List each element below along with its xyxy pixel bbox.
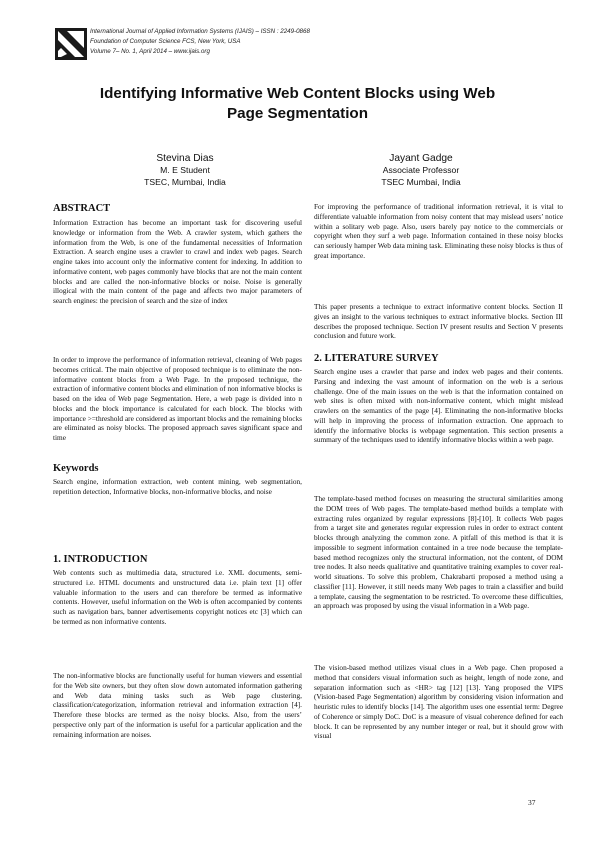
right-text-2: This paper presents a technique to extract informative content blocks. Section II gives an insight to the various techniques to extract informative blocks. Section III describes the proposed technique. Section IV present results and Section V presents conclusion and future work. <box>314 302 563 341</box>
literature-survey-text-1: Search engine uses a crawler that parse and index web pages and their contents. Parsing and indexing the vast amount of information on the web is a serious challenge. One of the main issues on the web is that the information contained on web sites is often mixed with non-informative content, which might mislead crawlers on the semantics of the page [4]. Eliminating the non-informative blocks will help in improving the process of information extraction. One approach to identify the informative blocks is webpage segmentation. This section presents a summary of the techniques used to identify informative blocks within a web page. <box>314 367 563 445</box>
introduction-text-2: The non-informative blocks are functionally useful for human viewers and essential for the Web site owners, but they often slow down automated information gathering and Web data mining tasks such as Web page clustering, classification/categorization, information retrieval and information extraction [4]. Therefore these blocks are termed as the noisy blocks. Also, from the users’ perspective only part of the information is useful for a particular application and the remaining information are noises. <box>53 671 302 739</box>
abstract-heading: ABSTRACT <box>53 203 111 214</box>
journal-header <box>90 27 510 57</box>
journal-line-3: Volume 7– No. 1, April 2014 – www.ijais.org <box>90 48 210 55</box>
abstract-text-2: In order to improve the performance of information retrieval, cleaning of Web pages becomes critical. The main objective of proposed technique is to eliminate the non-informative content blocks from a Web Page. In the proposed technique, the extraction of informative content blocks and elimination of non informative blocks is based on the idea of Web page Segmentation. Here, a web page is divided into n blocks and the block importance is calculated for each block. The blocks with importance >=threshold are considered as important blocks and the remaining blocks are eliminated as noisy blocks. The proposed approach saves significant space and time <box>53 355 302 442</box>
introduction-section <box>53 553 302 627</box>
right-text-1: For improving the performance of traditional information retrieval, it is vital to differentiate valuable information from noisy content that may mislead users’ notice within a solitary web page. Also, users barely pay notice to the commercials or copyright when they surf a web page. Information contained in these noisy blocks can seriously hamper Web data mining task. Eliminating these noisy blocks is thus of great importance. <box>314 202 563 260</box>
author-2 <box>326 152 516 188</box>
right-paragraph-4 <box>314 494 563 611</box>
introduction-paragraph-2 <box>53 671 302 739</box>
literature-survey-text-3: The vision-based method utilizes visual clues in a Web page. Chen proposed a method that considers visual information such as height, length of node zone, and separation information such as <HR> tag [12] [13]. Yang proposed the VIPS (Vision-based Page Segmentation) algorithm by considering vision information and heuristic rules to identify blocks [14]. The algorithm uses one essential term: Degree of Coherence or simply DoC. DoC is a measure of visual coherence defined for each block. It can be represented by any number integer or real, but it should grow with visual <box>314 663 563 741</box>
page-number: 37 <box>528 798 536 807</box>
author-affiliation: TSEC, Mumbai, India <box>144 176 226 187</box>
author-role: M. E Student <box>160 165 210 175</box>
author-name: Stevina Dias <box>156 153 214 164</box>
literature-survey-heading: 2. LITERATURE SURVEY <box>314 353 439 364</box>
paper-title <box>40 84 555 124</box>
right-paragraph-1 <box>314 202 563 261</box>
paper-title-line-1: Identifying Informative Web Content Blocks using Web <box>99 85 496 102</box>
author-affiliation: TSEC Mumbai, India <box>381 176 461 187</box>
literature-survey-section <box>314 352 563 445</box>
introduction-heading: 1. INTRODUCTION <box>53 554 148 565</box>
abstract-paragraph-1 <box>53 218 302 306</box>
abstract-text-1: Information Extraction has become an important task for discovering useful knowledge or information from the Web. A crawler system, which gathers the information from the Web, is one of the fundamental necessities of Information Extraction. A search engine uses a crawler to crawl and index web pages. Search engine takes into account only the informative content for indexing. In addition to informative content, web pages commonly have blocks that are not the main content blocks and are called the non-informative blocks or noise. Noise is generally illogical with the main content of the page and affects two major parameters of search engines: the precision of search and the size of index <box>53 218 302 305</box>
abstract-paragraph-2 <box>53 355 302 443</box>
journal-line-2: Foundation of Computer Science FCS, New York, USA <box>90 38 241 45</box>
author-name: Jayant Gadge <box>389 153 453 164</box>
keywords-text: Search engine, information extraction, web content mining, web segmentation, repetition detection, Informative blocks, non-informative blocks, and noise <box>53 477 302 496</box>
author-1 <box>90 152 280 188</box>
paper-title-line-2: Page Segmentation <box>227 105 368 122</box>
right-paragraph-5 <box>314 663 563 741</box>
keywords-section <box>53 462 302 497</box>
literature-survey-text-2: The template-based method focuses on measuring the structural similarities among the DOM trees of Web pages. The template-based method builds a template with extracting rules organized by regular expressions [8]-[10]. It collects Web pages from a target site and generates regular expression rules in order to extract content blocks through analyzing the common zone. A pitfall of this method is that it is impossible to segment information contained in a tree node because the template-based method recognizes only the structural information, not the content, of DOM tree nodes. It also needs qualitative and quantitative training examples to cover real-world situations. To solve this problem, Chakrabarti proposed a method using a classifier [11]. However, it still needs many Web pages to train a classifier and build a template, causing the segmentation to be restricted. To overcome these difficulties, an approach was proposed by using the visual information in a Web page. <box>314 494 563 611</box>
keywords-heading: Keywords <box>53 463 99 474</box>
right-paragraph-2 <box>314 302 563 341</box>
journal-logo-icon <box>55 28 87 60</box>
journal-line-1: International Journal of Applied Information Systems (IJAIS) – ISSN : 2249-0868 <box>90 28 310 35</box>
author-role: Associate Professor <box>382 165 460 175</box>
introduction-text-1: Web contents such as multimedia data, structured i.e. XML documents, semi-structured i.e. HTML documents and unstructured data i.e. plain text [1] offer valuable information to the users and can therefore be termed as informative contents. However, useful information on the Web is often accompanied by contents such as navigation bars, banner advertisements copyright notices etc [3] which can be termed as non informative contents. <box>53 568 302 626</box>
